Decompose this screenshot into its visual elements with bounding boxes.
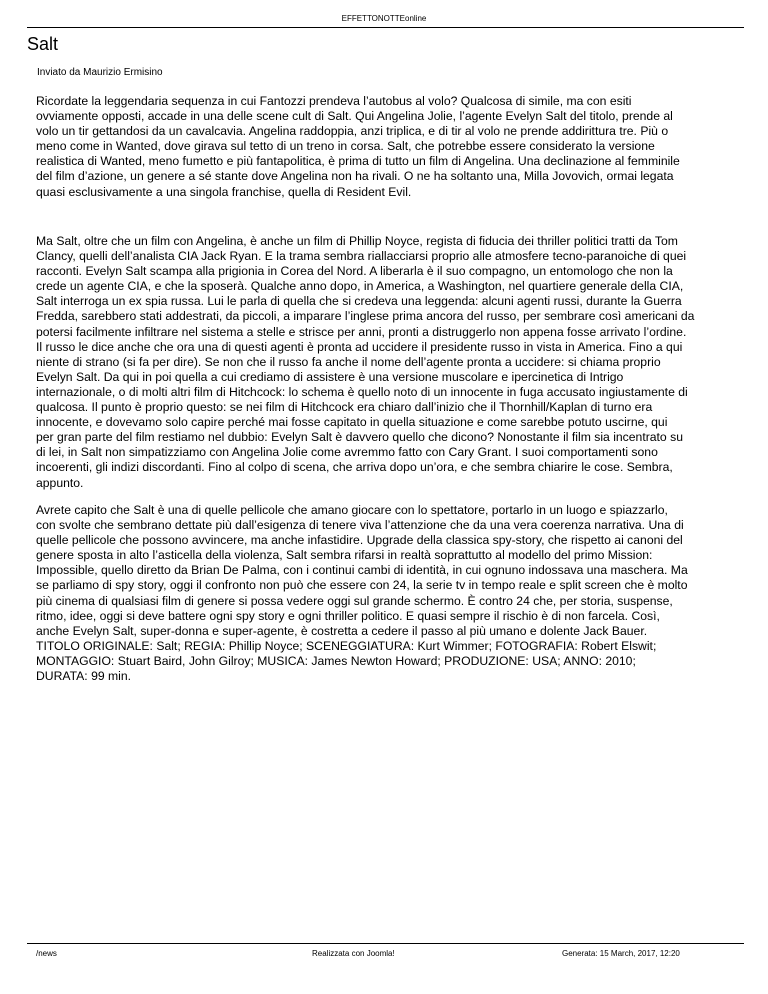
footer-divider <box>27 943 744 944</box>
article-paragraph: Avrete capito che Salt è una di quelle pellicole che amano giocare con lo spettatore, portarlo in un luogo e spiazzarlo, con svolte che sembrano dettate più dall’esigenza di tenere viva l’attenzione che da una vera coerenza narrativa. Una di quelle pellicole che possono avvincere, ma anche infastidire. Upgrade della classica spy-story, che rispetto ai canoni del genere sposta in alto l’asticella della violenza, Salt sembra rifarsi in realtà soprattutto al modello del primo Mission: Impossible, quello diretto da Brian De Palma, con i continui cambi di identità, in cui ognuno indossava una maschera. Ma se parliamo di spy story, oggi il confronto non può che essere con 24, la serie tv in tempo reale e split screen che è molto più cinema di qualsiasi film di genere si possa vedere oggi sul grande schermo. È contro 24 che, per storia, suspense, ritmo, idee, oggi si deve battere ogni spy story e ogni thriller politico. E quasi sempre il rischio è di non farcela. Così, anche Evelyn Salt, super-donna e super-agente, è costretta a cedere il passo al più umano e dolente Jack Bauer. <box>36 503 688 638</box>
article-credits: TITOLO ORIGINALE: Salt; REGIA: Phillip Noyce; SCENEGGIATURA: Kurt Wimmer; FOTOGRAFIA: Robert Elswit; MONTAGGIO: Stuart Baird, John Gilroy; MUSICA: James Newton Howard; PRODUZIONE: USA; ANNO: 2010; DURATA: 99 min. <box>36 639 657 684</box>
article-paragraph: Ma Salt, oltre che un film con Angelina, è anche un film di Phillip Noyce, regista di fiducia dei thriller politici tratti da Tom Clancy, quelli dell’analista CIA Jack Ryan. E la trama sembra riallacciarsi proprio alle atmosfere tecno-paranoiche di quei racconti. Evelyn Salt scampa alla prigionia in Corea del Nord. A liberarla è il suo compagno, un entomologo che non la crede un agente CIA, e che la sposerà. Qualche anno dopo, in America, a Washington, nel quartiere generale della CIA, Salt interroga un ex spia russa. Lui le parla di quella che si credeva una leggenda: alcuni agenti russi, durante la Guerra Fredda, sarebbero stati addestrati, da piccoli, a imparare l’inglese prima ancora del russo, per sembrare così americani da potersi facilmente infiltrare nel sistema a stelle e strisce per anni, pronti a distruggerlo non appena fosse arrivato l’ordine. Il russo le dice anche che ora una di questi agenti è pronta ad uccidere il presidente russo in vista in America. Fino a qui niente di strano (si fa per dire). Se non che il russo fa anche il nome dell’agente pronta a uccidere: si chiama proprio Evelyn Salt. Da qui in poi quella a cui crediamo di assistere è una versione muscolare e ipercinetica di Intrigo internazionale, o di molti altri film di Hitchcock: lo schema è quello noto di un innocente in fuga accusato ingiustamente di qualcosa. Il punto è proprio questo: se nei film di Hitchcock era chiaro dall’inizio che il Thornhill/Kaplan di turno era innocente, e dovevamo solo capire perché mai fosse capitato in quella situazione e come sarebbe potuto uscirne, qui per gran parte del film restiamo nel dubbio: Evelyn Salt è davvero quello che dicono? Nonostante il film sia incentrato su di lei, in Salt non simpatizziamo con Angelina Jolie come avremmo fatto con Cary Grant. I suoi comportamenti sono incoerenti, gli indizi discordanti. Fino al colpo di scena, che arriva dopo un’ora, e che sembra chiarire le cose. Sembra, appunto. <box>36 234 695 490</box>
footer-path-link[interactable]: /news <box>36 949 57 958</box>
footer-generated-date: Generata: 15 March, 2017, 12:20 <box>562 949 680 958</box>
article-byline: Inviato da Maurizio Ermisino <box>37 67 163 78</box>
article-title: Salt <box>27 34 59 54</box>
article-paragraph: Ricordate la leggendaria sequenza in cui Fantozzi prendeva l’autobus al volo? Qualcosa di simile, ma con esiti ovviamente opposti, accade in una delle scene cult di Salt. Qui Angelina Jolie, l’agente Evelyn Salt del titolo, prende al volo un tir gettandosi da un cavalcavia. Angelina raddoppia, anzi triplica, e di tir al volo ne prende addirittura tre. Più o meno come in Wanted, dove girava sul tetto di un treno in corsa. Salt, che potrebbe essere considerato la versione realistica di Wanted, meno fumetto e più fantapolitica, è prima di tutto un film di Angelina. Una declinazione al femminile del film d’azione, un genere a sé stante dove Angelina non ha rivali. O ne ha soltanto una, Milla Jovovich, ormai legata quasi esclusivamente a una singola franchise, quella di Resident Evil. <box>36 94 680 199</box>
header-divider <box>27 27 744 28</box>
site-header: EFFETTONOTTEonline <box>341 14 427 23</box>
footer-powered-by: Realizzata con Joomla! <box>312 949 395 958</box>
